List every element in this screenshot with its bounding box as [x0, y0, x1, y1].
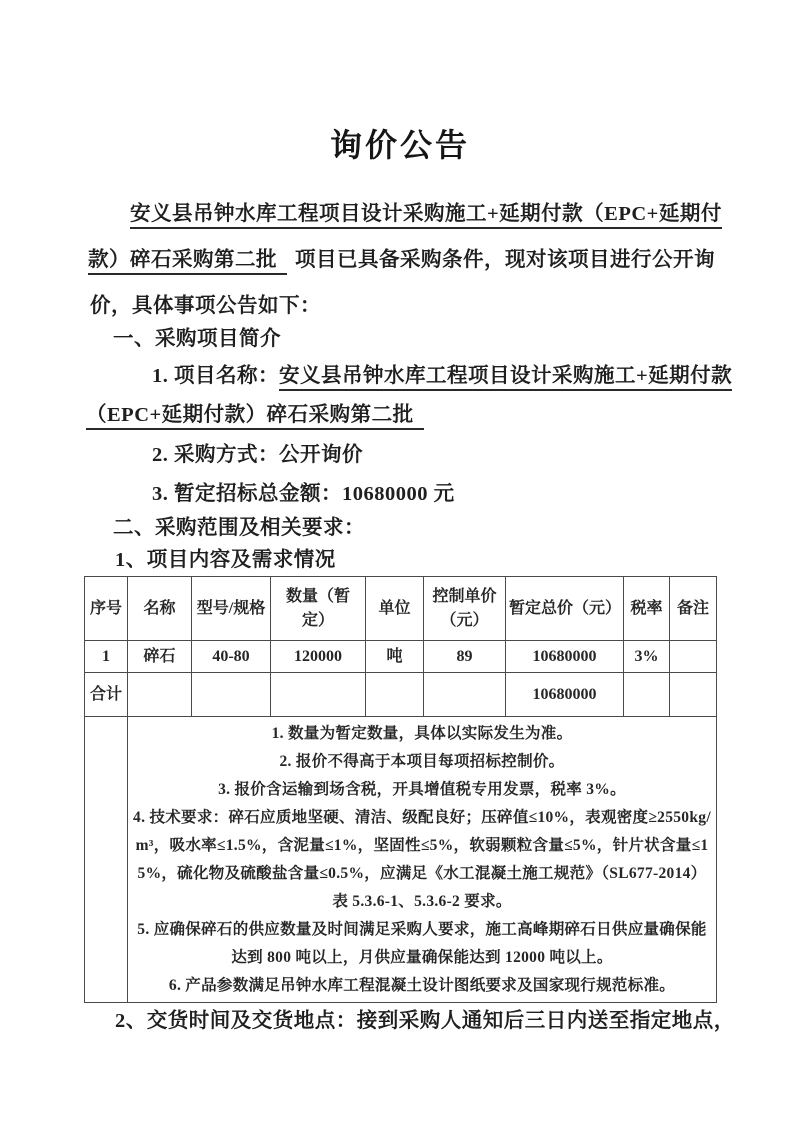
- total-empty-5: [424, 673, 506, 717]
- table-note-2: 2. 报价不得高于本项目每项招标控制价。: [279, 752, 565, 770]
- item1-label: 1. 项目名称：: [152, 365, 279, 387]
- header-remark: 备注: [670, 577, 717, 641]
- total-amount: 10680000: [506, 673, 624, 717]
- total-empty-3: [271, 673, 366, 717]
- notes-left-empty-cell: [85, 717, 128, 1003]
- table-note-3: 3. 报价含运输到场含税，开具增值税专用发票，税率 3%。: [218, 780, 626, 798]
- table-total-row: [85, 673, 717, 717]
- total-empty-6: [624, 673, 670, 717]
- cell-unit-price: 89: [424, 641, 506, 673]
- table-note-6: 6. 产品参数满足吊钟水库工程混凝土设计图纸要求及国家现行规范标准。: [168, 976, 676, 994]
- item1-project-name-line1: [152, 363, 732, 390]
- intro-line-3: 价，具体事项公告如下：: [90, 295, 321, 317]
- table-note-4: 4. 技术要求：碎石应质地坚硬、清洁、级配良好；压碎值≤10%，表观密度≥2550kg/m³，吸水率≤1.5%，含泥量≤1%，坚固性≤5%，软弱颗粒含量≤5%，针片状含量≤15%，硫化物及硫酸盐含量≤0.5%，应满足《水工混凝土施工规范》（SL677-2014）表 5.3.6-1、5.3.6-2 要求。: [133, 808, 711, 910]
- total-empty-2: [192, 673, 271, 717]
- cell-unit: 吨: [366, 641, 424, 673]
- notes-cell: [128, 717, 717, 1003]
- cell-quantity: 120000: [271, 641, 366, 673]
- item1-name-underline-part2: （EPC+延期付款）碎石采购第二批: [86, 404, 424, 430]
- header-name: 名称: [128, 577, 192, 641]
- table-note-1: 1. 数量为暂定数量，具体以实际发生为准。: [271, 724, 573, 742]
- procurement-table: [84, 576, 717, 1003]
- section2-sub1: 1、项目内容及需求情况: [115, 549, 336, 571]
- intro-line-1: [130, 201, 722, 228]
- header-model: 型号/规格: [192, 577, 271, 641]
- header-tax-rate: 税率: [624, 577, 670, 641]
- section2-heading: 二、采购范围及相关要求：: [113, 517, 365, 539]
- table-row: [85, 641, 717, 673]
- cell-remark: [670, 641, 717, 673]
- total-label: 合计: [85, 673, 128, 717]
- item1-project-name-line2: [86, 402, 424, 429]
- project-name-underline-part1: 安义县吊钟水库工程项目设计采购施工+延期付款（EPC+延期付: [130, 203, 722, 229]
- project-name-underline-part2: 款）碎石采购第二批: [88, 249, 287, 275]
- header-quantity: 数量（暂定）: [271, 577, 366, 641]
- cell-name: 碎石: [128, 641, 192, 673]
- cell-model: 40-80: [192, 641, 271, 673]
- section1-heading: 一、采购项目简介: [113, 328, 281, 350]
- item1-name-underline-part1: 安义县吊钟水库工程项目设计采购施工+延期付款: [279, 365, 732, 391]
- table-note-5: 5. 应确保碎石的供应数量及时间满足采购人要求，施工高峰期碎石日供应量确保能达到 800 吨以上，月供应量确保能达到 12000 吨以上。: [137, 920, 707, 966]
- item3-total-amount: 3. 暂定招标总金额：10680000 元: [152, 483, 455, 505]
- header-unit-price: 控制单价（元）: [424, 577, 506, 641]
- header-unit: 单位: [366, 577, 424, 641]
- total-empty-7: [670, 673, 717, 717]
- page-title: 询价公告: [329, 127, 470, 163]
- cell-total-price: 10680000: [506, 641, 624, 673]
- total-empty-4: [366, 673, 424, 717]
- closing-paragraph: 2、交货时间及交货地点：接到采购人通知后三日内送至指定地点，: [115, 1010, 735, 1032]
- item2-procurement-method: 2. 采购方式：公开询价: [152, 444, 363, 466]
- intro-line-2: [88, 247, 715, 274]
- header-seq: 序号: [85, 577, 128, 641]
- cell-tax-rate: 3%: [624, 641, 670, 673]
- table-header-row: [85, 577, 717, 641]
- total-empty-1: [128, 673, 192, 717]
- intro-line-2-rest: 项目已具备采购条件，现对该项目进行公开询: [295, 249, 715, 271]
- table-notes-row: [85, 717, 717, 1003]
- cell-seq: 1: [85, 641, 128, 673]
- header-total-price: 暂定总价（元）: [506, 577, 624, 641]
